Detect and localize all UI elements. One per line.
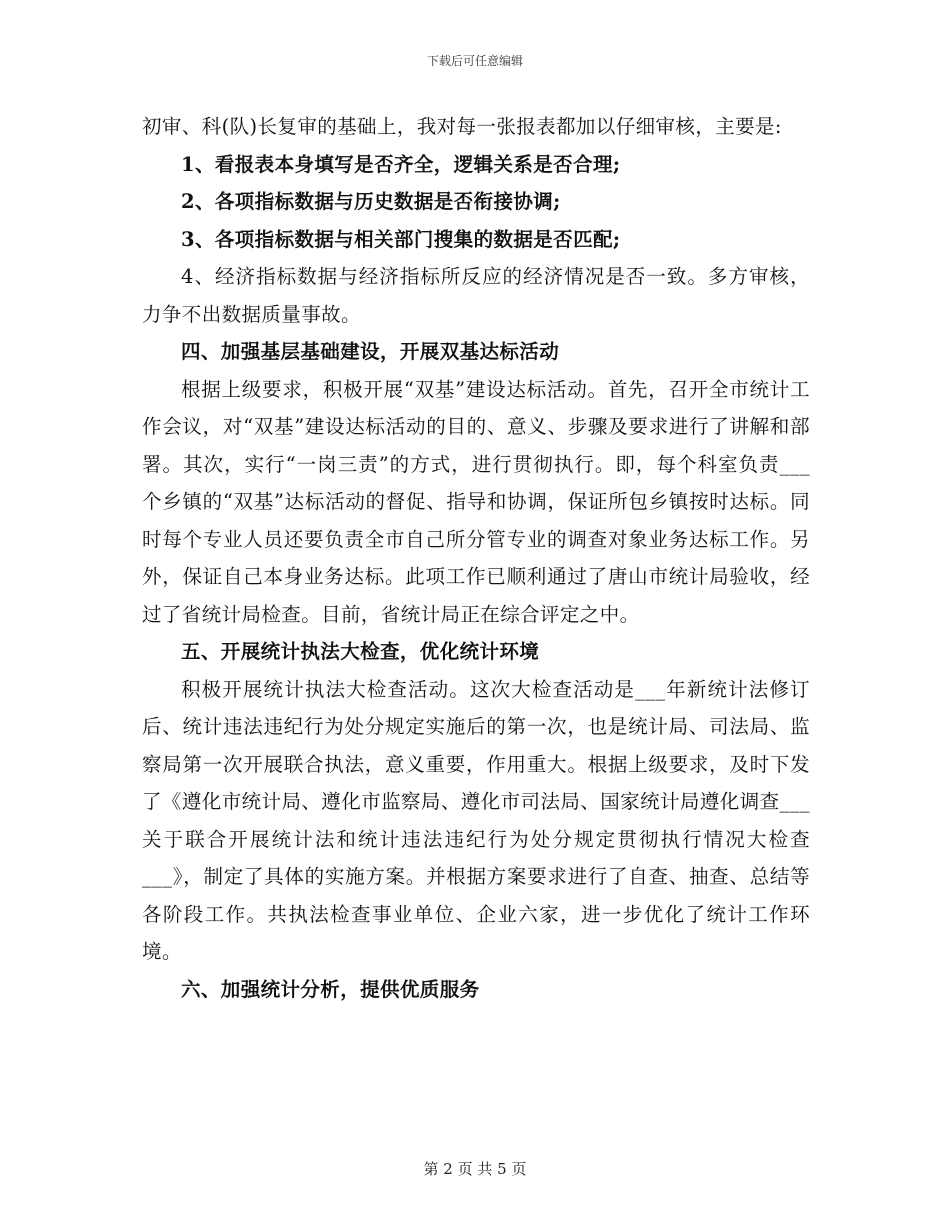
document-body — [142, 108, 810, 1008]
page-footer: 第 2 页 共 5 页 — [423, 1160, 527, 1178]
review-item-1: 1、看报表本身填写是否齐全，逻辑关系是否合理; — [181, 152, 621, 176]
paragraph-section-4: 根据上级要求，积极开展“双基”建设达标活动。首先，召开全市统计工作会议，对“双基”建设达标活动的目的、意义、步骤及要求进行了讲解和部署。其次，实行“一岗三责”的方式，进行贯彻执行。即，每个科室负责___个乡镇的“双基”达标活动的督促、指导和协调，保证所包乡镇按时达标。同时每个专业人员还要负责全市自己所分管专业的调查对象业务达标工作。另外，保证自己本身业务达标。此项工作已顺利通过了唐山市统计局验收，经过了省统计局检查。目前，省统计局正在综合评定之中。 — [142, 377, 810, 626]
review-item-4: 4、经济指标数据与经济指标所反应的经济情况是否一致。多方审核，力争不出数据质量事故。 — [142, 265, 810, 326]
section-heading-6: 六、加强统计分析，提供优质服务 — [181, 977, 480, 1001]
page-header: 下载后可任意编辑 — [426, 54, 523, 68]
review-item-3: 3、各项指标数据与相关部门搜集的数据是否匹配; — [181, 227, 621, 251]
section-heading-4: 四、加强基层基础建设，开展双基达标活动 — [181, 340, 560, 363]
paragraph-intro: 初审、科(队)长复审的基础上，我对每一张报表都加以仔细审核，主要是: — [142, 115, 782, 138]
review-item-2: 2、各项指标数据与历史数据是否衔接协调; — [181, 190, 561, 213]
paragraph-section-5: 积极开展统计执法大检查活动。这次大检查活动是___年新统计法修订后、统计违法违纪行为处分规定实施后的第一次，也是统计局、司法局、监察局第一次开展联合执法，意义重要，作用重大。根据上级要求，及时下发了《遵化市统计局、遵化市监察局、遵化市司法局、国家统计局遵化调查___关于联合开展统计法和统计违法违纪行为处分规定贯彻执行情况大检查___》，制定了具体的实施方案。并根据方案要求进行了自查、抽查、总结等各阶段工作。共执法检查事业单位、企业六家，进一步优化了统计工作环境。 — [142, 677, 810, 963]
section-heading-5: 五、开展统计执法大检查，优化统计环境 — [181, 640, 540, 663]
